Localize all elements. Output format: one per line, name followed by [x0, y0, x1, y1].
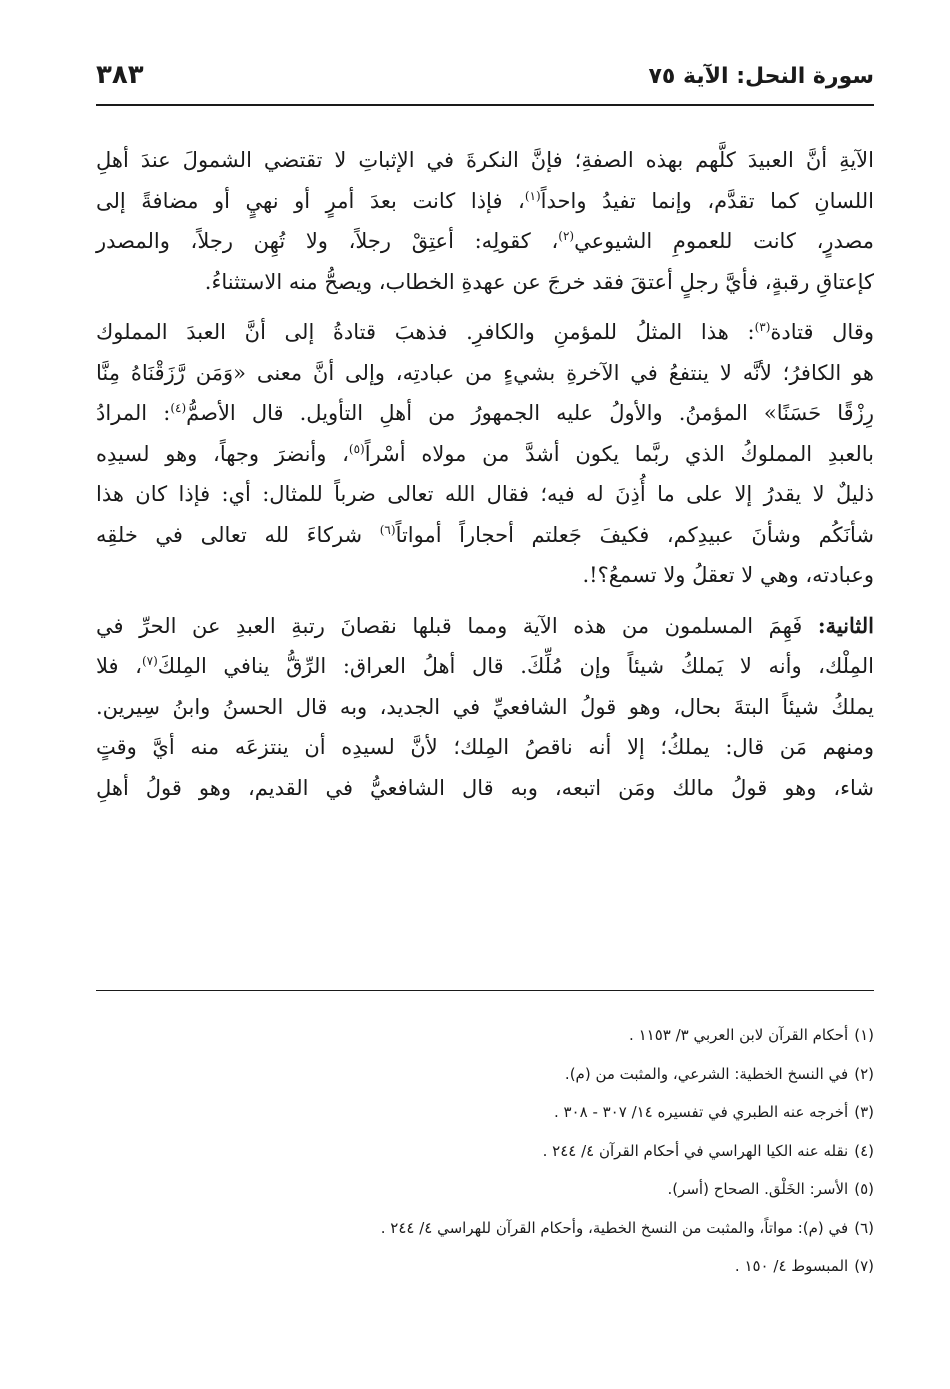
main-text: [96, 140, 874, 808]
header-rule: [96, 104, 874, 106]
text-run: هو الكافرُ؛ لأنَّه لا ينتفعُ في الآخرةِ بشيءٍ من عبادتِه، وإلى أنَّ معنى «وَمَن رَّزَقْنَاهُ مِنَّا: [96, 360, 874, 385]
text-line: [96, 646, 874, 687]
footnote-number: (٤): [854, 1141, 874, 1160]
footnote-ref[interactable]: (٦): [379, 522, 396, 537]
footnote-number: (٧): [854, 1257, 874, 1275]
text-run: رِزْقًا حَسَنًا» المؤمنُ. والأولُ عليه الجمهورُ من أهلِ التأويل. قال الأصمُّ: [186, 401, 874, 425]
text-run: كإعتاقِ رقبةٍ، فأيَّ رجلٍ أعتقَ فقد خرجَ عن عهدةِ الخطاب، ويصحُّ منه الاستثناءُ.: [204, 269, 874, 294]
text-line: [96, 221, 874, 262]
text-run: ، كقولِه: أعتِقْ رجلاً، ولا تُهِن رجلاً، والمصدر: [96, 229, 559, 253]
footnote-text: في النسخ الخطية: الشرعي، والمثبت من (م).: [564, 1064, 849, 1083]
text-line: [96, 606, 874, 647]
text-run: ذليلٌ لا يقدرُ إلا على ما أُذِنَ له فيه؛ فقال الله تعالى ضرباً للمثال: أي: فإذا كان هذا: [96, 482, 874, 506]
footnote-ref[interactable]: (١): [524, 188, 541, 203]
footnote-number: (٦): [854, 1218, 874, 1237]
text-run: يملكُ شيئاً البتةَ بحال، وهو قولُ الشافعيِّ في الجديد، وبه قال الحسنُ وابنُ سِيرين.: [96, 694, 874, 719]
text-line: [96, 434, 874, 475]
text-run: شاء، وهو قولُ مالك ومَن اتبعه، وبه قال الشافعيُّ في القديم، وهو قولُ أهلِ: [96, 775, 874, 800]
text-run: شركاءَ لله تعالى في خلقِه: [96, 522, 380, 547]
footnote-item: [96, 1093, 874, 1132]
text-line: [96, 474, 874, 515]
text-run: اللسانِ كما تقدَّم، وإنما تفيدُ واحداً: [540, 188, 874, 213]
footnote-ref[interactable]: (٢): [558, 229, 575, 243]
footnote-ref[interactable]: (٣): [754, 320, 771, 334]
footnotes: [96, 1016, 874, 1286]
footnote-rule: [96, 990, 874, 991]
text-line: [96, 181, 874, 222]
text-line: [96, 515, 874, 556]
text-run: ، وأنضرَ وجهاً، وهو لسيدِه: [96, 441, 349, 466]
footnote-number: (٥): [854, 1180, 874, 1198]
section-heading: الثانية:: [817, 612, 874, 638]
footnote-number: (١): [854, 1026, 874, 1044]
text-run: : المرادُ: [96, 401, 171, 425]
footnote-item: [96, 1209, 874, 1248]
text-run: الآيةِ أنَّ العبيدَ كلَّهم بهذه الصفةِ؛ فإنَّ النكرةَ في الإثباتِ لا تقتضي الشمولَ عندَ أهلِ: [96, 148, 874, 172]
text-run: مصدرٍ، كانت للعمومِ الشيوعي: [574, 229, 874, 253]
footnote-item: [96, 1170, 874, 1209]
header-title: سورة النحل: الآية ٧٥: [648, 64, 874, 89]
footnote-text: أخرجه عنه الطبري في تفسيره ١٤/ ٣٠٧ - ٣٠٨ .: [553, 1103, 849, 1121]
footnote-text: أحكام القرآن لابن العربي ٣/ ١١٥٣ .: [629, 1026, 849, 1044]
text-line: [96, 768, 874, 809]
text-line: [96, 555, 874, 596]
footnote-text: نقله عنه الكيا الهراسي في أحكام القرآن ٤/ ٢٤٤ .: [542, 1141, 849, 1160]
footnote-item: [96, 1247, 874, 1286]
text-run: وقال قتادة: [770, 320, 875, 344]
text-line: [96, 393, 874, 434]
footnote-text: المبسوط ٤/ ١٥٠ .: [734, 1257, 849, 1275]
text-run: وعبادته، وهي لا تعقلُ ولا تسمعُ؟!.: [582, 563, 874, 587]
footnote-ref[interactable]: (٤): [170, 401, 187, 415]
text-run: ، فإذا كانت بعدَ أمرٍ أو نهيٍ أو مضافةً إلى: [96, 188, 525, 213]
footnote-ref[interactable]: (٧): [141, 654, 158, 668]
text-run: ومنهم مَن قال: يملكُ؛ إلا أنه ناقصُ المِلك؛ لأنَّ لسيدِه أن ينتزعَه منه أيَّ وقتٍ: [96, 735, 874, 759]
paragraph-1: [96, 140, 874, 302]
footnote-number: (٣): [854, 1103, 874, 1121]
text-run: بالعبدِ المملوكُ الذي ربَّما يكون أشدَّ من مولاه أسْراً: [364, 441, 874, 466]
paragraph-2: [96, 312, 874, 596]
footnote-item: [96, 1016, 874, 1055]
text-line: [96, 312, 874, 353]
text-line: [96, 727, 874, 768]
text-line: [96, 262, 874, 303]
page-number: ٣٨٣: [96, 60, 144, 90]
footnote-number: (٢): [854, 1064, 874, 1083]
footnote-text: في (م): مواتاً، والمثبت من النسخ الخطية، وأحكام القرآن للهراسي ٤/ ٢٤٤ .: [380, 1218, 849, 1237]
footnote-item: [96, 1132, 874, 1171]
paragraph-3: [96, 606, 874, 809]
text-line: [96, 353, 874, 394]
footnote-text: الأسر: الخَلْق. الصحاح (أسر).: [667, 1180, 849, 1198]
text-run: شأنَكُم وشأنَ عبيدِكم، فكيفَ جَعلتم أحجاراً أمواتاً: [395, 522, 874, 547]
footnote-ref[interactable]: (٥): [348, 441, 365, 456]
text-run: : هذا المثلُ للمؤمنِ والكافرِ. فذهبَ قتادةُ إلى أنَّ العبدَ المملوك: [96, 320, 755, 344]
text-run: فَهِمَ المسلمون من هذه الآية ومما قبلها نقصانَ رتبةِ العبدِ عن الحرِّ في: [96, 613, 818, 638]
footnote-item: [96, 1055, 874, 1094]
text-run: المِلْك، وأنه لا يَملكُ شيئاً وإن مُلِّكَ. قال أهلُ العراق: الرِّقُّ ينافي المِلكَ: [157, 654, 874, 678]
running-header: [96, 58, 874, 102]
text-run: ، فلا: [96, 654, 142, 678]
text-line: [96, 140, 874, 181]
text-line: [96, 687, 874, 728]
